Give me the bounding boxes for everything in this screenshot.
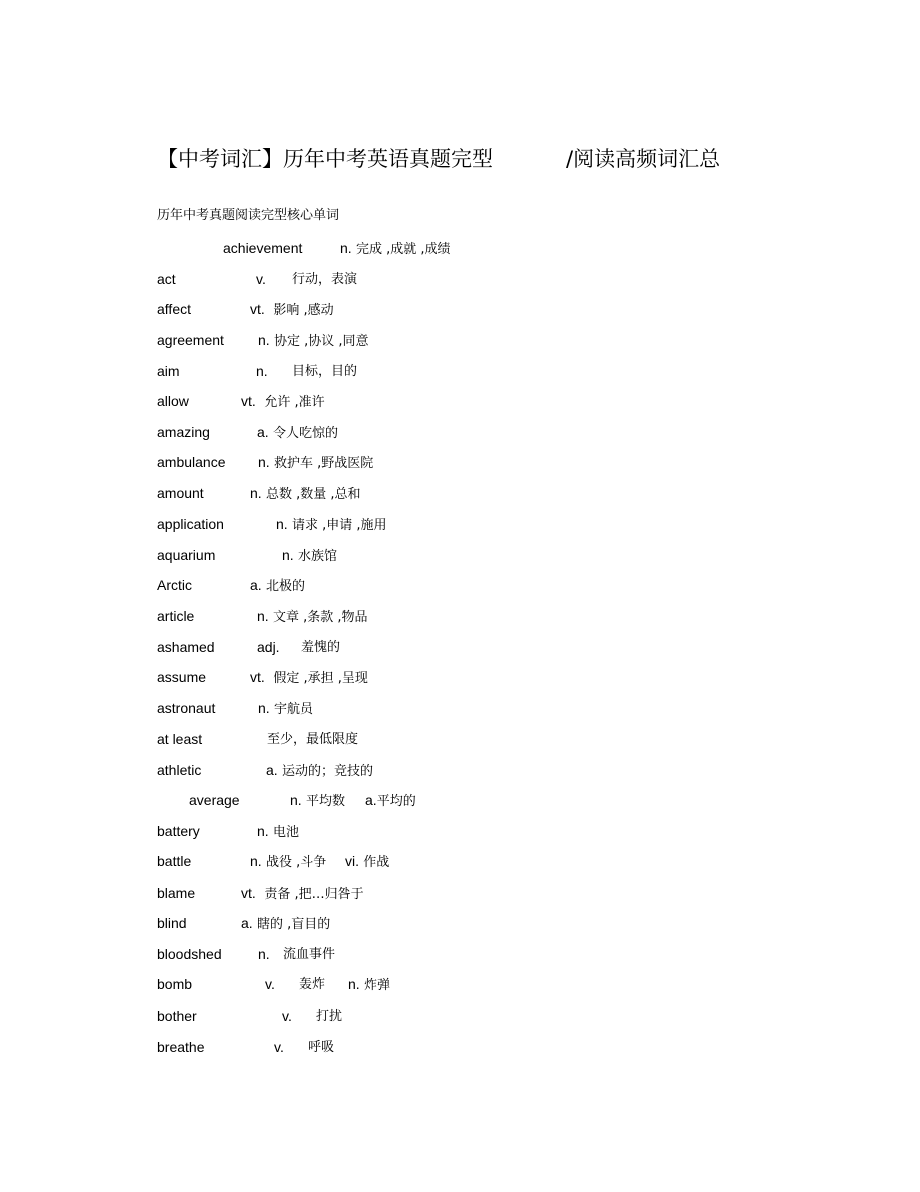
section-subtitle: 历年中考真题阅读完型核心单词 — [157, 208, 340, 223]
entry-word: blind — [157, 915, 187, 931]
vocab-entry — [0, 944, 920, 964]
vocab-entry — [0, 483, 920, 503]
vocab-entry — [0, 821, 920, 841]
entry-sense — [290, 790, 345, 812]
entry-definition: 羞愧的 — [301, 640, 341, 655]
entry-word: Arctic — [157, 577, 192, 593]
vocab-entry — [0, 637, 920, 657]
entry-pos: n. — [257, 608, 269, 624]
entry-pos: n. — [257, 823, 269, 839]
entry-word: assume — [157, 669, 207, 685]
entry-word: astronaut — [157, 700, 216, 716]
entry-definition: 行动，表演 — [292, 272, 358, 287]
entry-word: affect — [157, 301, 191, 317]
vocab-entry — [0, 330, 920, 350]
entry-definition: 总数 ,数量 ,总和 — [265, 487, 361, 502]
entry-definition: 运动的；竞技的 — [281, 764, 373, 779]
entry-word: bother — [157, 1008, 197, 1024]
entry-sense — [258, 944, 270, 965]
entry-pos: n. — [348, 976, 360, 992]
entry-sense — [257, 422, 338, 444]
entry-sense — [258, 452, 373, 474]
entry-sense-2 — [365, 790, 416, 812]
entry-sense — [266, 760, 373, 782]
entry-sense — [257, 606, 368, 628]
entry-word: aim — [157, 363, 180, 379]
entry-pos: vt. — [241, 393, 256, 409]
entry-word: ambulance — [157, 454, 226, 470]
entry-sense — [282, 545, 337, 567]
vocab-entry — [0, 851, 920, 871]
entry-sense — [258, 330, 369, 352]
entry-sense — [308, 1037, 334, 1058]
entry-pos: n. — [256, 363, 268, 379]
entry-pos: vi. — [345, 853, 359, 869]
vocab-entry — [0, 974, 920, 994]
entry-definition: 救护车 ,野战医院 — [273, 456, 374, 471]
entry-sense — [257, 821, 299, 843]
entry-sense — [340, 238, 451, 260]
entry-pos: v. — [256, 271, 266, 287]
title-main: 【中考词汇】历年中考英语真题完型 — [157, 147, 493, 171]
vocab-entry — [0, 575, 920, 595]
entry-sense — [258, 698, 313, 720]
entry-definition: 平均的 — [376, 794, 416, 809]
entry-word: aquarium — [157, 547, 216, 563]
vocab-entry — [0, 698, 920, 718]
entry-definition: 令人吃惊的 — [272, 426, 338, 441]
entry-word: achievement — [223, 240, 303, 256]
entry-definition: 轰炸 — [299, 977, 326, 992]
entry-definition: 至少，最低限度 — [267, 732, 359, 747]
entry-sense — [299, 974, 325, 995]
vocab-entry — [0, 422, 920, 442]
entry-pos: vt. — [250, 669, 265, 685]
entry-word: amazing — [157, 424, 210, 440]
vocab-entry — [0, 913, 920, 933]
vocab-entry — [0, 269, 920, 289]
entry-definition: 目标，目的 — [292, 364, 358, 379]
entry-sense — [274, 1037, 284, 1058]
entry-pos: a. — [266, 762, 278, 778]
entry-sense — [250, 483, 361, 505]
entry-pos: n. — [258, 946, 270, 962]
entry-definition: 北极的 — [265, 579, 305, 594]
entry-sense-2 — [345, 851, 389, 873]
entry-definition: 呼吸 — [308, 1040, 335, 1055]
vocab-entry — [0, 667, 920, 687]
entry-definition: 战役 ,斗争 — [265, 855, 327, 870]
vocab-entry — [0, 238, 920, 258]
entry-sense — [316, 1006, 342, 1027]
entry-word: agreement — [157, 332, 224, 348]
entry-sense-2 — [348, 974, 390, 996]
entry-sense — [301, 637, 340, 658]
vocab-entry — [0, 545, 920, 565]
entry-sense — [250, 851, 326, 873]
vocab-entry — [0, 391, 920, 411]
entry-word: athletic — [157, 762, 202, 778]
entry-definition: 水族馆 — [297, 549, 337, 564]
entry-pos: n. — [258, 700, 270, 716]
entry-sense — [267, 729, 358, 750]
entry-word: battery — [157, 823, 200, 839]
entry-definition: 宇航员 — [273, 702, 313, 717]
entry-word: article — [157, 608, 195, 624]
vocab-entry — [0, 452, 920, 472]
entry-sense — [256, 361, 268, 382]
entry-sense — [250, 575, 305, 597]
entry-word: average — [189, 792, 240, 808]
entry-sense — [241, 391, 325, 413]
entry-pos: v. — [282, 1008, 292, 1024]
entry-word: blame — [157, 885, 196, 901]
entry-definition: 电池 — [272, 825, 299, 840]
entry-sense — [283, 944, 335, 965]
entry-sense — [241, 883, 364, 905]
entry-pos: vt. — [250, 301, 265, 317]
entry-definition: 打扰 — [316, 1009, 343, 1024]
vocab-entry — [0, 514, 920, 534]
vocab-entry — [0, 729, 920, 749]
vocab-entry — [0, 760, 920, 780]
entry-word: at least — [157, 731, 203, 747]
entry-definition: 允许 ,准许 — [264, 395, 325, 410]
entry-sense — [276, 514, 387, 536]
entry-pos: adj. — [257, 639, 280, 655]
entry-pos: a. — [257, 424, 269, 440]
entry-sense — [292, 361, 357, 382]
entry-definition: 瞎的 ,盲目的 — [256, 917, 331, 932]
entry-sense — [250, 667, 368, 689]
entry-definition: 流血事件 — [283, 947, 336, 962]
vocab-entry — [0, 1006, 920, 1026]
entry-sense — [256, 269, 266, 290]
vocab-entry — [0, 790, 920, 810]
entry-definition: 作战 — [363, 855, 390, 870]
vocab-entry — [0, 1037, 920, 1057]
entry-pos: n. — [340, 240, 352, 256]
entry-sense — [241, 913, 330, 935]
entry-definition: 假定 ,承担 ,呈现 — [273, 671, 368, 686]
vocab-entry — [0, 606, 920, 626]
entry-word: battle — [157, 853, 192, 869]
entry-word: application — [157, 516, 224, 532]
entry-sense — [250, 299, 334, 321]
entry-definition: 协定 ,协议 ,同意 — [273, 334, 369, 349]
entry-word: amount — [157, 485, 204, 501]
entry-definition: 炸弹 — [363, 978, 390, 993]
entry-sense — [292, 269, 357, 290]
entry-pos: a. — [250, 577, 262, 593]
entry-word: bloodshed — [157, 946, 222, 962]
entry-pos: a. — [365, 792, 377, 808]
entry-word: breathe — [157, 1039, 205, 1055]
entry-pos: vt. — [241, 885, 256, 901]
entry-word: ashamed — [157, 639, 215, 655]
page-title — [157, 145, 857, 173]
vocab-entry — [0, 361, 920, 381]
entry-pos: n. — [258, 332, 270, 348]
title-suffix: /阅读高频词汇总 — [566, 147, 721, 171]
vocab-entry — [0, 883, 920, 903]
entry-sense — [265, 974, 275, 995]
vocab-entry — [0, 299, 920, 319]
entry-word: act — [157, 271, 176, 287]
entry-definition: 影响 ,感动 — [273, 303, 334, 318]
entry-pos: n. — [250, 853, 262, 869]
entry-definition: 平均数 — [305, 794, 345, 809]
entry-pos: n. — [258, 454, 270, 470]
entry-word: bomb — [157, 976, 193, 992]
entry-pos: n. — [290, 792, 302, 808]
entry-pos: n. — [276, 516, 288, 532]
entry-pos: n. — [282, 547, 294, 563]
entry-definition: 文章 ,条款 ,物品 — [272, 610, 368, 625]
entry-pos: v. — [265, 976, 275, 992]
entry-definition: 请求 ,申请 ,施用 — [291, 518, 387, 533]
entry-pos: a. — [241, 915, 253, 931]
entry-definition: 完成 ,成就 ,成绩 — [355, 242, 451, 257]
entry-pos: v. — [274, 1039, 284, 1055]
entry-pos: n. — [250, 485, 262, 501]
entry-definition: 责备 ,把…归咎于 — [264, 887, 364, 902]
entry-sense — [282, 1006, 292, 1027]
entry-word: allow — [157, 393, 189, 409]
entry-sense — [257, 637, 280, 658]
